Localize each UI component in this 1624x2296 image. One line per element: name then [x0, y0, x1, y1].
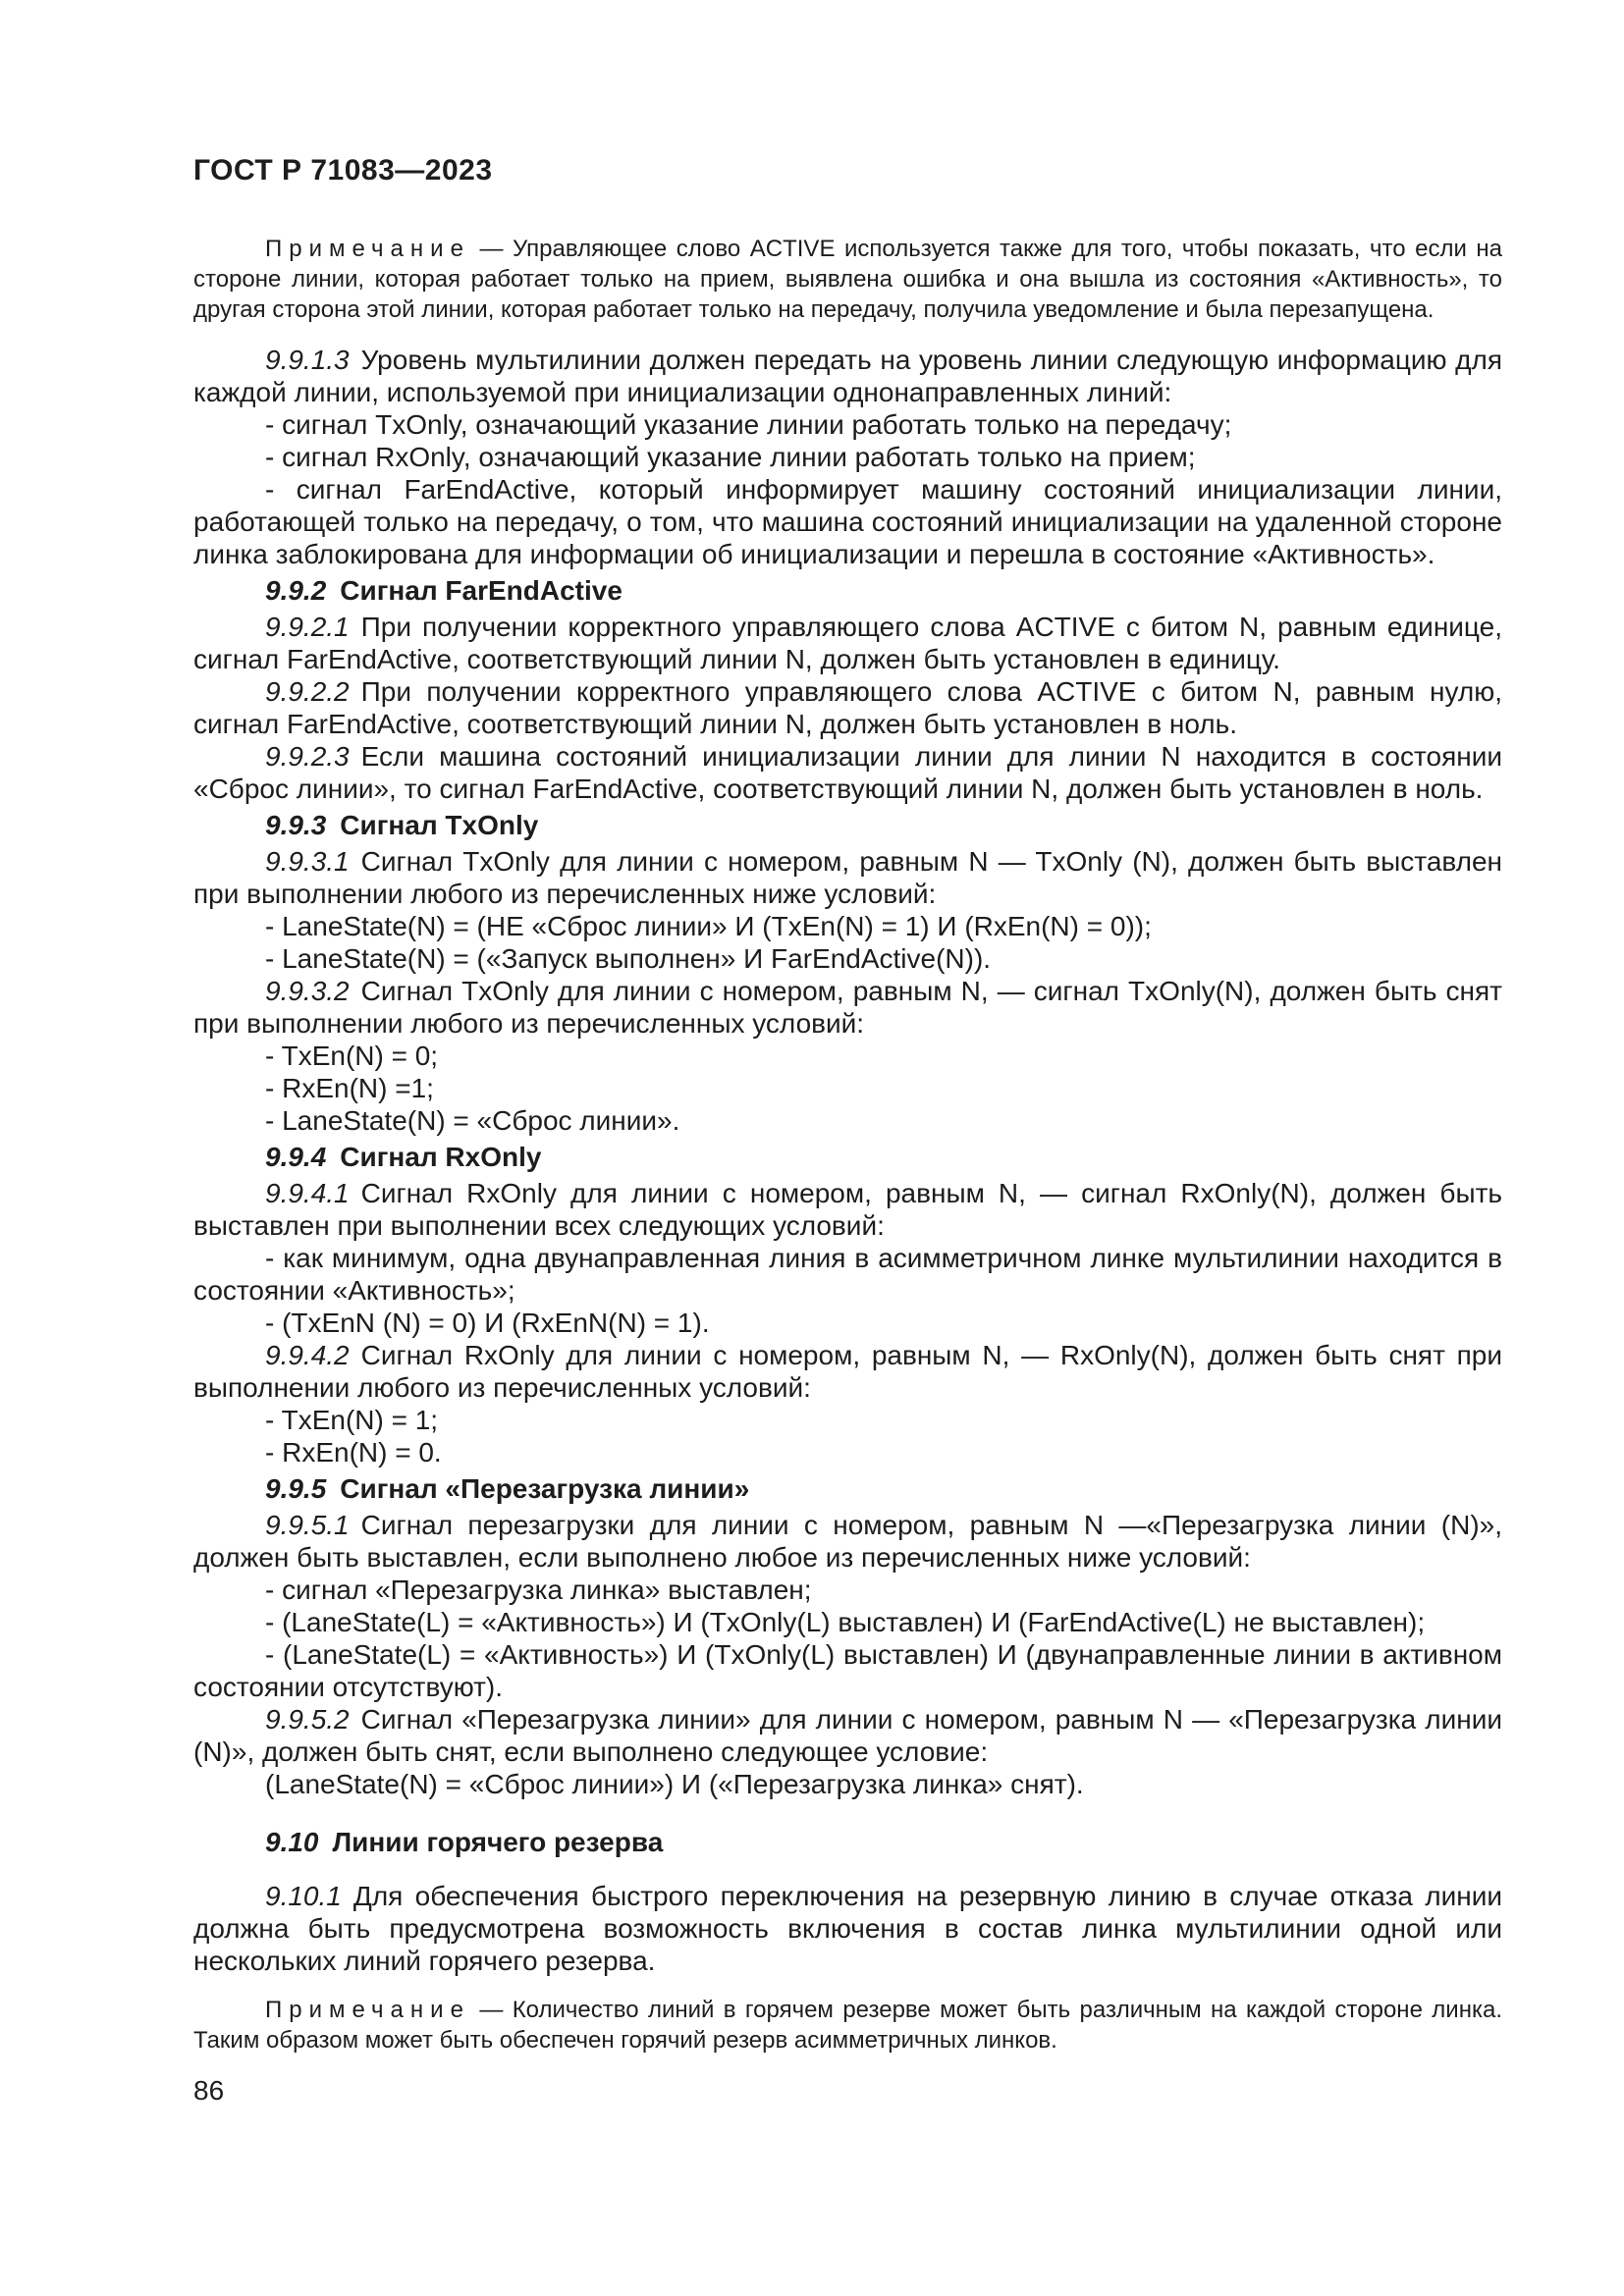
paragraph-text: Сигнал TxOnly для линии с номером, равным N, — сигнал TxOnly(N), должен быть снят при выполнении любого из перечисленных условий:	[193, 976, 1502, 1039]
document-content	[193, 234, 1502, 2056]
section-heading	[193, 1826, 1502, 1858]
list-item: - LaneState(N) = (НЕ «Сброс линии» И (TxEn(N) = 1) И (RxEn(N) = 0));	[265, 911, 1152, 941]
section-number: 9.10	[265, 1827, 319, 1857]
section-title: Сигнал FarEndActive	[340, 575, 623, 606]
clause-number: 9.9.4.1	[265, 1178, 350, 1208]
paragraph-text: Сигнал TxOnly для линии с номером, равным N — TxOnly (N), должен быть выставлен при выполнении любого из перечисленных ниже условий:	[193, 846, 1502, 909]
note-label: Примечание	[265, 1997, 470, 2023]
section-heading	[193, 1472, 1502, 1505]
list-item: - (TxEnN (N) = 0) И (RxEnN(N) = 1).	[265, 1308, 710, 1338]
list-item: - RxEn(N) = 0.	[265, 1437, 442, 1468]
paragraph-text: Сигнал «Перезагрузка линии» для линии с номером, равным N — «Перезагрузка линии (N)», должен быть снят, если выполнено следующее условие:	[193, 1704, 1502, 1767]
paragraph	[193, 1703, 1502, 1768]
section-heading	[193, 809, 1502, 841]
clause-number: 9.10.1	[265, 1881, 342, 1911]
section-title: Сигнал «Перезагрузка линии»	[340, 1473, 750, 1504]
list-item: - TxEn(N) = 0;	[265, 1041, 439, 1071]
list-item: - (LaneState(L) = «Активность») И (TxOnly(L) выставлен) И (FarEndActive(L) не выставлен);	[265, 1607, 1426, 1637]
paragraph-text: При получении корректного управляющего слова ACTIVE с битом N, равным нулю, сигнал FarEndActive, соответствующий линии N, должен быть установлен в ноль.	[193, 676, 1502, 739]
paragraph	[193, 344, 1502, 408]
section-heading	[193, 1141, 1502, 1173]
list-item: - (LaneState(L) = «Активность») И (TxOnly(L) выставлен) И (двунаправленные линии в активном состоянии отсутствуют).	[193, 1639, 1502, 1702]
section-title: Сигнал RxOnly	[340, 1142, 542, 1172]
paragraph-text: Уровень мультилинии должен передать на уровень линии следующую информацию для каждой линии, используемой при инициализации однонаправленных линий:	[193, 345, 1502, 407]
section-title: Сигнал TxOnly	[340, 810, 539, 840]
paragraph-text: Если машина состояний инициализации линии для линии N находится в состоянии «Сброс линии», то сигнал FarEndActive, соответствующий линии N, должен быть установлен в ноль.	[193, 741, 1502, 804]
list-item: - TxEn(N) = 1;	[265, 1405, 439, 1435]
section-number: 9.9.5	[265, 1473, 327, 1504]
note	[193, 234, 1502, 325]
clause-number: 9.9.2.2	[265, 676, 350, 707]
clause-number: 9.9.3.1	[265, 846, 350, 877]
note-text: — Количество линий в горячем резерве может быть различным на каждой стороне линка. Таким образом может быть обеспечен горячий резерв асимметричных линков.	[193, 1997, 1502, 2054]
paragraph-text: Для обеспечения быстрого переключения на резервную линию в случае отказа линии должна быть предусмотрена возможность включения в состав линка мультилинии одной или нескольких линий горячего резерва.	[193, 1881, 1502, 1976]
paragraph	[193, 845, 1502, 910]
paragraph-text: Сигнал перезагрузки для линии с номером, равным N —«Перезагрузка линии (N)», должен быть выставлен, если выполнено любое из перечисленных ниже условий:	[193, 1510, 1502, 1573]
section-heading	[193, 574, 1502, 607]
paragraph	[193, 611, 1502, 675]
paragraph	[193, 1880, 1502, 1977]
clause-number: 9.9.5.1	[265, 1510, 350, 1540]
paragraph	[193, 1509, 1502, 1574]
paragraph-text: При получении корректного управляющего слова ACTIVE с битом N, равным единице, сигнал FarEndActive, соответствующий линии N, должен быть установлен в единицу.	[193, 612, 1502, 674]
clause-number: 9.9.5.2	[265, 1704, 350, 1735]
page-number: 86	[193, 2075, 225, 2106]
paragraph-text: Сигнал RxOnly для линии с номером, равным N, — RxOnly(N), должен быть снят при выполнении любого из перечисленных условий:	[193, 1340, 1502, 1403]
note-text: — Управляющее слово ACTIVE используется также для того, чтобы показать, что если на стороне линии, которая работает только на прием, выявлена ошибка и она вышла из состояния «Активность», то другая сторона этой линии, которая работает только на передачу, получила уведомление и была перезапущена.	[193, 236, 1502, 323]
paragraph	[193, 975, 1502, 1040]
paragraph-text: Сигнал RxOnly для линии с номером, равным N, — сигнал RxOnly(N), должен быть выставлен при выполнении всех следующих условий:	[193, 1178, 1502, 1241]
clause-number: 9.9.3.2	[265, 976, 350, 1006]
section-title: Линии горячего резерва	[332, 1827, 664, 1857]
section-number: 9.9.3	[265, 810, 327, 840]
section-number: 9.9.2	[265, 575, 327, 606]
list-item: - LaneState(N) = «Сброс линии».	[265, 1105, 680, 1136]
list-item: - как минимум, одна двунаправленная линия в асимметричном линке мультилинии находится в состоянии «Активность»;	[193, 1243, 1502, 1306]
note-label: Примечание	[265, 236, 470, 262]
clause-number: 9.9.2.3	[265, 741, 350, 772]
paragraph	[193, 1339, 1502, 1404]
list-item: - сигнал FarEndActive, который информирует машину состояний инициализации линии, работающей только на передачу, о том, что машина состояний инициализации на удаленной стороне линка заблокирована для информации об инициализации и перешла в состояние «Активность».	[193, 474, 1502, 569]
clause-number: 9.9.4.2	[265, 1340, 350, 1370]
clause-number: 9.9.1.3	[265, 345, 350, 375]
paragraph	[193, 1177, 1502, 1242]
paragraph	[193, 740, 1502, 805]
condition-line: (LaneState(N) = «Сброс линии») И («Перезагрузка линка» снят).	[265, 1769, 1084, 1799]
list-item: - сигнал TxOnly, означающий указание линии работать только на передачу;	[265, 409, 1232, 440]
list-item: - сигнал RxOnly, означающий указание линии работать только на прием;	[265, 442, 1196, 472]
list-item: - LaneState(N) = («Запуск выполнен» И FarEndActive(N)).	[265, 943, 992, 974]
clause-number: 9.9.2.1	[265, 612, 350, 642]
section-number: 9.9.4	[265, 1142, 327, 1172]
list-item: - сигнал «Перезагрузка линка» выставлен;	[265, 1575, 812, 1605]
document-header: ГОСТ Р 71083—2023	[193, 154, 493, 187]
list-item: - RxEn(N) =1;	[265, 1073, 434, 1103]
note	[193, 1995, 1502, 2056]
paragraph	[193, 675, 1502, 740]
